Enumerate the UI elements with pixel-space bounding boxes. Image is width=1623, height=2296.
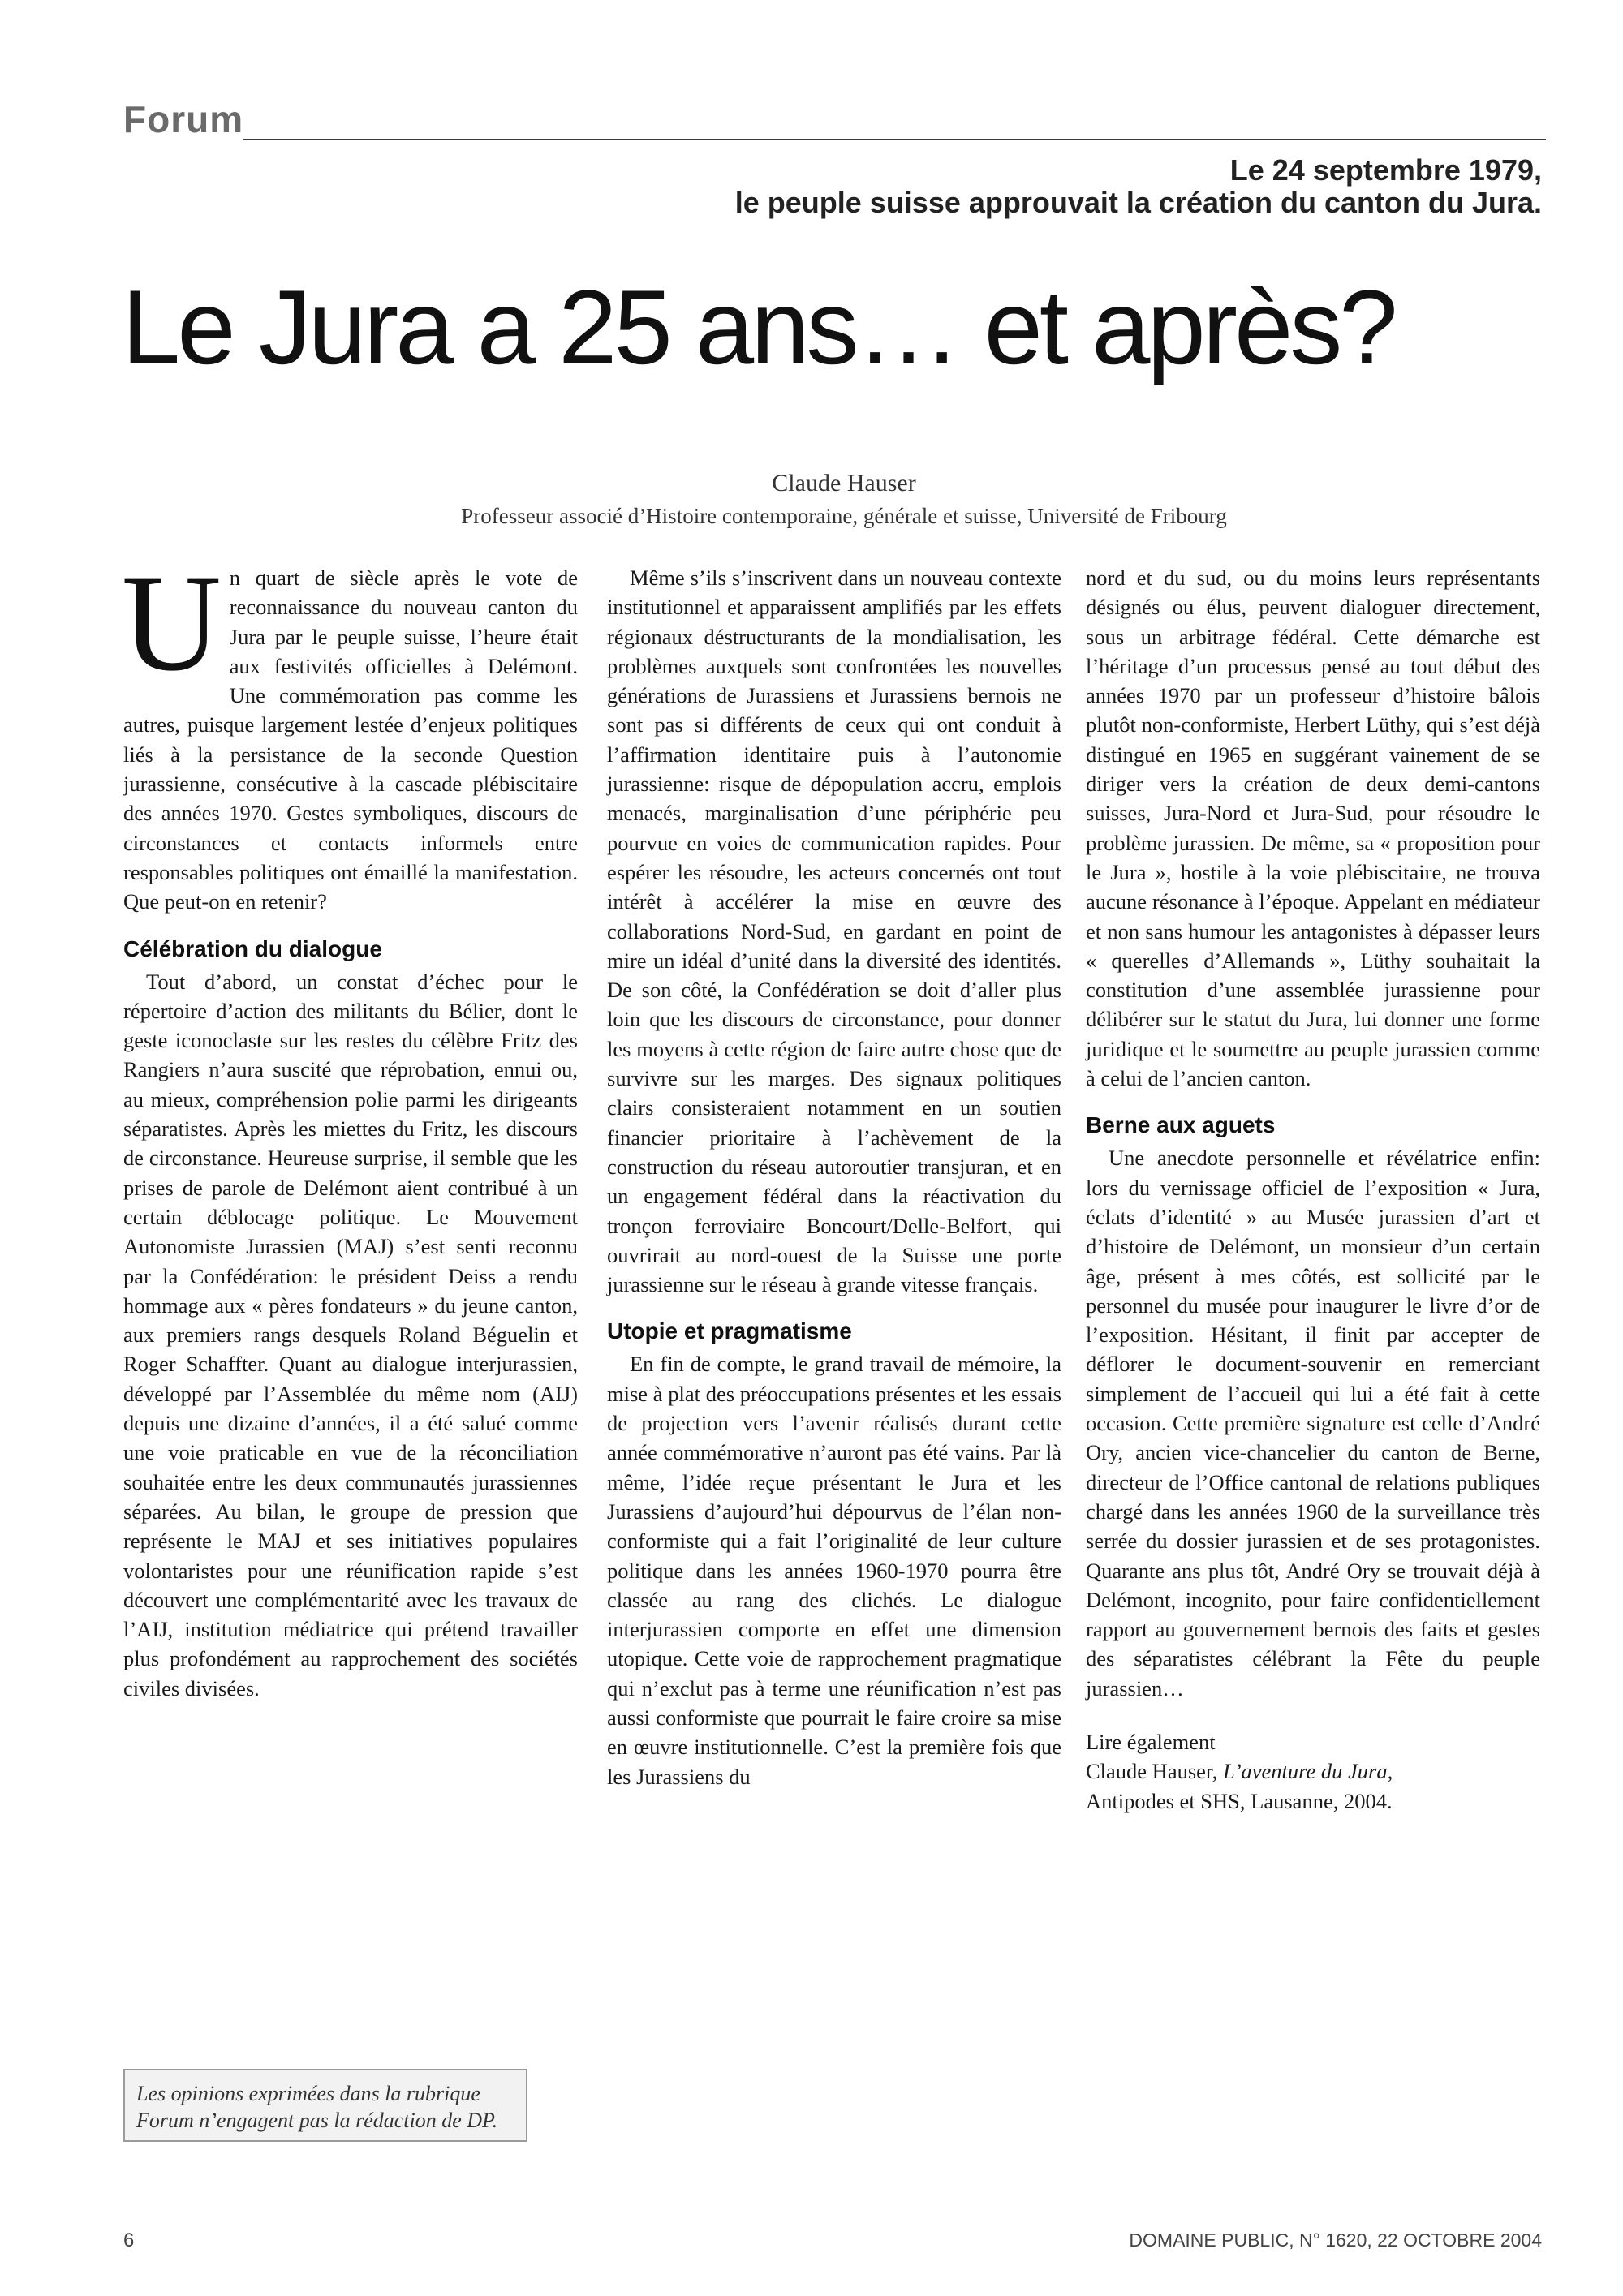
section-label: Forum [123, 98, 244, 140]
section-paragraph-berne: Une anecdote personnelle et révélatrice enfin: lors du vernissage officiel de l’exposition « Jura, éclats d’identité » au Musée jurassien d’art et d’histoire de Delémont, un monsieur d’un certain âge, présent à mes côtés, est sollicité par le personnel du musée pour inaugurer le livre d’or de l’exposition. Hésitant, il finit par accepter de déflorer le document-souvenir en remerciant simplement de l’accueil qui lui a été fait à cette occasion. Cette première signature est celle d’André Ory, ancien vice-chancelier du canton de Berne, directeur de l’Office cantonal de relations publiques chargé dans les années 1960 de la surveillance très serrée du dossier jurassien et de ses protagonistes. Quarante ans plus tôt, André Ory se trouvait déjà à Delémont, incognito, pour faire confidentiellement rapport au gouvernement bernois des faits et gestes des séparatistes célébrant la Fête du peuple jurassien… [1086, 1146, 1540, 1701]
further-reading [1086, 1727, 1540, 1816]
section-paragraph-utopie: En fin de compte, le grand travail de mémoire, la mise à plat des préoccupations présentes et les essais de projection vers l’avenir réalisés durant cette année commémorative n’auront pas été vains. Par là même, l’idée reçue présentant le Jura et les Jurassiens d’aujourd’hui dépourvus de l’élan non-conformiste qui a fait l’originalité de leur culture politique dans les années 1960-1970 pourra être classée au rang des clichés. Le dialogue interjurassien comporte en effet une dimension utopique. Cette voie de rapprochement pragmatique qui n’exclut pas à terme une réunification n’est pas aussi conformiste que pourrait le faire croire sa mise en œuvre institutionnelle. C’est la première fois que les Jurassiens du [607, 1352, 1061, 1789]
section-heading-dialogue: Célébration du dialogue [123, 935, 382, 961]
intro-text: n quart de siècle après le vote de reconnaissance du nouveau canton du Jura par le peuple suisse, l’heure était aux festivités officielles à Delémont. Une commémoration pas comme les autres, puisque largement lestée d’enjeux politiques liés à la persistance de la seconde Question jurassienne, consécutive à la cascade plébiscitaire des années 1970. Gestes symboliques, discours de circonstances et contacts informels entre responsables politiques ont émaillé la manifestation. Que peut-on en retenir? [123, 565, 578, 914]
column-1 [122, 547, 578, 1703]
paragraph-luthy: nord et du sud, ou du moins leurs représentants désignés ou élus, peuvent dialoguer directement, sous un arbitrage fédéral. Cette démarche est l’héritage d’un processus pensé au tout début des années 1970 par un professeur d’histoire bâlois plutôt non-conformiste, Herbert Lüthy, qui s’est déjà distingué en 1965 en suggérant vainement de se diriger vers la création de deux demi-cantons suisses, Jura-Nord et Jura-Sud, pour résoudre le problème jurassien. De même, sa « proposition pour le Jura », hostile à la voie plébiscitaire, ne trouva aucune résonance à l’époque. Appelant en médiateur et non sans humour les antagonistes à dépasser leurs « querelles d’Allemands », Lüthy souhaitait la constitution d’une assemblée jurassienne pour délibérer sur le statut du Jura, lui donner une forme juridique et le soumettre au peuple jurassien comme à celui de l’ancien canton. [1086, 565, 1540, 1091]
article-title: Le Jura a 25 ans… et après? [122, 268, 1395, 386]
kicker-line-1: Le 24 septembre 1979, [1229, 153, 1542, 187]
further-reading-title: L’aventure du Jura, [1222, 1759, 1393, 1784]
section-rule [243, 139, 1546, 140]
publication-info: DOMAINE PUBLIC, N° 1620, 22 OCTOBRE 2004 [1129, 2229, 1542, 2251]
further-reading-label: Lire également [1086, 1729, 1216, 1754]
paragraph-context: Même s’ils s’inscrivent dans un nouveau contexte institutionnel et apparaissent amplifiés par les effets régionaux déstructurants de la mondialisation, les problèmes auxquels sont confrontées les nouvelles générations de Jurassiens et Jurassiens bernois ne sont pas si différents de ceux qui ont conduit à l’affirmation identitaire puis à l’autonomie jurassienne: risque de dépopulation accru, emplois menacés, marginalisation d’une périphérie peu pourvue en voies de communication rapides. Pour espérer les résoudre, les acteurs concernés ont tout intérêt à accélérer la mise en œuvre des collaborations Nord-Sud, en gardant en point de mire un idéal d’unité dans la diversité des identités. De son côté, la Confédération se doit d’aller plus loin que les discours de circonstance, pour donner les moyens à cette région de faire autre chose que de survivre sur les marges. Des signaux politiques clairs consisteraient notamment en un soutien financier prioritaire à l’achèvement de la construction du réseau autoroutier transjuran, et en un engagement fédéral dans la réactivation du tronçon ferroviaire Boncourt/Delle-Belfort, qui ouvrirait au nord-ouest de la Suisse une porte jurassienne sur le réseau à grande vitesse français. [607, 565, 1061, 1297]
further-reading-author: Claude Hauser, [1086, 1759, 1218, 1784]
author-affiliation: Professeur associé d’Histoire contemporaine, générale et suisse, Université de Fribourg [461, 504, 1227, 528]
section-heading-berne: Berne aux aguets [1086, 1112, 1276, 1138]
section-paragraph-dialogue: Tout d’abord, un constat d’échec pour le répertoire d’action des militants du Bélier, dont le geste iconoclaste sur les restes du célèbre Fritz des Rangiers n’aura suscité que réprobation, ennui ou, au mieux, compréhension polie parmi les dirigeants séparatistes. Après les miettes du Fritz, les discours de circonstance. Heureuse surprise, il semble que les prises de parole de Delémont aient contribué à un certain déblocage politique. Le Mouvement Autonomiste Jurassien (MAJ) s’est senti reconnu par la Confédération: le président Deiss a rendu hommage aux « pères fondateurs » du jeune canton, aux premiers rangs desquels Roland Béguelin et Roger Schaffter. Quant au dialogue interjurassien, développé par l’Assemblée du même nom (AIJ) depuis une dizaine d’années, il a été salué comme une voie praticable en vue de la réconciliation souhaitée entre les deux communautés jurassiennes séparées. Au bilan, le groupe de pression que représente le MAJ et ses initiatives populaires volontaristes pour une réunification rapide s’est découvert une complémentarité avec les travaux de l’AIJ, institution médiatrice qui prétend travailler plus profondément au rapprochement des sociétés civiles divisées. [123, 969, 578, 1701]
editorial-disclaimer: Les opinions exprimées dans la rubrique Forum n’engagent pas la rédaction de DP. [123, 2069, 527, 2142]
page-number: 6 [123, 2229, 135, 2251]
intro-paragraph [122, 547, 578, 917]
author-name: Claude Hauser [772, 470, 916, 497]
kicker [735, 154, 1542, 219]
further-reading-publisher: Antipodes et SHS, Lausanne, 2004. [1086, 1788, 1393, 1813]
drop-cap: U [122, 547, 222, 699]
column-3 [1086, 563, 1540, 1816]
column-2 [607, 563, 1061, 1791]
kicker-line-2: le peuple suisse approuvait la création du canton du Jura. [734, 186, 1542, 219]
section-heading-utopie: Utopie et pragmatisme [607, 1318, 852, 1344]
